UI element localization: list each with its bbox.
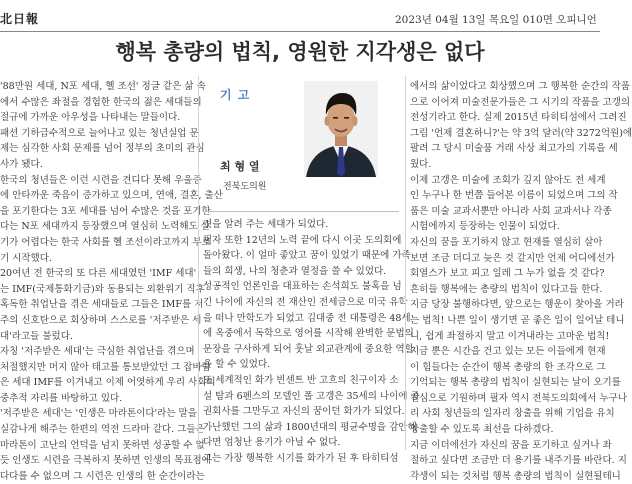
- article-line: 을 할 수 있었다.: [203, 359, 271, 371]
- article-headline: 행복 총량의 법칙, 영원한 지각생은 없다: [115, 40, 485, 64]
- article-line: 을 포기한다는 3포 세대를 넘어 수많은 것을 포기한: [0, 205, 211, 217]
- article-line: 기 시작했다.: [0, 252, 52, 264]
- article-line: 대'라고들 불렀다.: [0, 330, 73, 342]
- author-title: 전북도의원: [223, 182, 267, 192]
- article-column-right: [410, 79, 632, 482]
- article-line: 자신의 꿈을 포기하지 않고 현재를 열심히 살아: [410, 236, 603, 248]
- article-line: 주의 신호탄으로 회상하며 스스로를 '저주받은 세: [0, 314, 202, 326]
- author-box: [203, 76, 399, 212]
- article-line: 지금 이더에선가 자신의 꿈을 포기하고 싶거나 좌: [410, 439, 612, 451]
- article-line: 중추적 자리를 바탕하고 있다.: [0, 392, 123, 404]
- article-line: 이제 고갱은 미술에 조회가 깊지 않아도 전 세계: [410, 174, 606, 186]
- article-line: 그림 '언제 결혼하니?'는 약 3억 달러(약 3272억원)에: [410, 127, 632, 139]
- article-line: 에서의 삶이었다고 회상했으며 그 행복한 순간의 작품: [410, 81, 631, 92]
- article-line: 자칭 '저주받은 세대'는 극심한 취업난을 겪으며: [0, 346, 195, 358]
- article-line: 다다를 수 없으며 그 시련은 인생의 한 순간이라는: [0, 470, 205, 482]
- article-line: 시험에까지 등장하는 인물이 되었다.: [410, 221, 560, 233]
- column-divider: [198, 76, 199, 450]
- column-divider: [405, 76, 406, 450]
- article-line: 회열스가 보고 피고 일레 그 누가 없을 것 같다?: [410, 268, 605, 280]
- article-line: 지금 뿐은 시간을 건고 있는 모든 이들에게 현재: [410, 346, 606, 358]
- article-line: 제는 심각한 사회 문제를 넘어 정부의 초미의 관심: [0, 143, 205, 155]
- article-line: 실감나게 해주는 한편의 역전 드라마 같다. 그들은: [0, 424, 205, 436]
- article-line: 돌아왔다. 이 얼마 좋았고 꿈이 있었기 때문에 가족: [203, 250, 411, 262]
- article-line: 에 옥중에서 독학으로 영어를 시작해 완벽한 문법의: [203, 328, 414, 340]
- article-line: 니, 쉽게 좌절하지 말고 이겨내라는 고마운 법칙!: [410, 330, 610, 342]
- date-line: 2023년 04월 13일 목요일 010면 오피니언: [395, 14, 597, 26]
- article-line: 패션 기하급수적으로 늘어나고 있는 청년실업 문: [0, 127, 199, 139]
- article-line: 을 떠나 만학도가 되었고 김대중 전 대통령은 48세: [203, 312, 411, 324]
- article-line: 다는 N포 세대까지 등장했으며 열심히 노력해도 살: [0, 221, 210, 233]
- article-line: 혹독한 취업난을 겪은 세대들로 그들은 IMF를 저: [0, 299, 204, 311]
- header-rule: [0, 31, 600, 32]
- article-line: 창출할 수 있도록 최선을 다하겠다.: [410, 424, 554, 436]
- article-line: 문장을 구사하게 되어 훗날 외교관계에 중요한 역할: [203, 343, 414, 355]
- article-line: 는 IMF(국제통화기금)와 동용되는 외환위기 직후: [0, 283, 205, 295]
- article-line: 절규에 가까운 아우성을 나타내는 말들이다.: [0, 112, 181, 124]
- article-line: 흔히들 행복에는 총량의 법칙이 있다고들 한다.: [410, 283, 603, 295]
- author-name: 최 형 열: [220, 160, 260, 173]
- article-line: 권회사를 그만두고 자신의 꿈이던 화가가 되었다.: [203, 406, 405, 418]
- article-column-middle: [203, 217, 420, 464]
- article-line: 이 힘들다는 순간이 행복 총량의 한 조각으로 그: [410, 361, 606, 373]
- article-line: 진심으로 기원하며 필자 역시 전북도의회에서 누구나: [410, 392, 627, 404]
- article-line: 한국의 청년들은 이런 시련을 견디다 못해 우울증: [0, 174, 202, 186]
- article-line: 들의 희생, 나의 청춘과 열정을 쓸 수 있었다.: [203, 265, 387, 277]
- article-line: 에서 수많은 좌절을 경험한 한국의 젊은 세대들의: [0, 96, 202, 108]
- article-line: 에 안타까운 죽음이 증가하고 있으며, 연애, 결혼, 출산: [0, 190, 223, 202]
- article-line: 지금 당장 불행하다면, 앞으로는 행운이 찾아올 거라: [410, 299, 624, 311]
- article-line: 설 탐과 6펜스의 모델인 폴 고갱은 35세의 나이에 증: [203, 390, 420, 402]
- article-line: 리 사회 청년들의 일자리 창출을 위해 기업을 유치: [410, 408, 615, 420]
- article-line: 것을 알려 주는 세대가 되었다.: [203, 219, 329, 230]
- article-line: 은 세대 IMF를 이겨내고 이제 어엿하게 우리 사회의: [0, 377, 216, 389]
- article-line: 기가 어렵다는 한국 사회를 헬 조선이라고까지 부르: [0, 236, 211, 248]
- article-line: 성공적인 언론인을 대표하는 손석희도 불혹을 넘: [203, 281, 402, 293]
- article-line: '저주받은 세대'는 '인생은 마라톤이다'라는 말을: [0, 408, 197, 420]
- article-line: 사가 됐다.: [0, 158, 43, 170]
- newspaper-logo: 北日報: [0, 12, 40, 26]
- article-line: 또 세계적인 화가 빈센트 반 고흐의 친구이자 소: [203, 374, 399, 386]
- article-line: 팔려 그 당시 미술품 거래 사상 최고가의 기록을 세: [410, 143, 618, 155]
- article-line: 는 법칙! 나쁜 일이 생기면 곧 좋은 일이 일어날 테니: [410, 314, 625, 326]
- article-line: 절하고 싶다면 조금만 더 용기를 내주기를 바란다. 지: [410, 455, 627, 467]
- article-line: 보면 조금 더디고 늦은 것 같지만 언제 어디에선가: [410, 252, 615, 264]
- article-line: 웠다.: [410, 158, 432, 170]
- article-line: 20여년 전 한국의 또 다른 세대였던 'IMF 세대': [0, 268, 197, 280]
- article-line: 다면 엄청난 용기가 아닐 수 없다.: [203, 437, 341, 449]
- article-line: 그는 가장 행복한 시기를 화가가 된 후 타히티섬: [203, 452, 399, 464]
- article-line: 듯 인생도 시련을 극복하지 못하면 인생의 목표점에: [0, 455, 211, 467]
- article-line: 각생이 되는 것처럼 행복 총량의 법칙이 실현될테니: [410, 470, 621, 482]
- article-line: 인 누구나 한 번쯤 들어본 이름이 되었으며 그의 작: [410, 190, 618, 202]
- article-line: 필자 또한 12년의 노력 끝에 다시 이곳 도의회에: [203, 234, 402, 246]
- article-line: '88만원 세대, N포 세대, 헬 조선' 정글 같은 삶 속: [0, 81, 206, 92]
- article-line: 긴 나이에 자신의 전 재산인 전세금으로 미국 유학: [203, 296, 408, 308]
- article-line: 품은 미술 교과서뿐만 아니라 사회 교과서나 각종: [410, 205, 612, 217]
- article-column-left: [0, 79, 223, 482]
- article-line: 기억되는 행복 총량의 법칙이 실현되는 날이 오기를: [410, 377, 621, 389]
- article-line: 가난했던 그의 삶과 1800년대의 평균수명을 감안해: [203, 421, 417, 433]
- article-line: 처절했지만 머지 않아 태고를 통보받았던 그 잡바랍: [0, 361, 211, 373]
- article-line: 마라톤이 고난의 언덕을 넘지 못하면 성공할 수 없: [0, 439, 205, 451]
- author-photo: [304, 81, 378, 177]
- section-label: 기 고: [220, 88, 251, 102]
- article-line: 전성기라고 한다. 실제 2015년 타히티섬에서 그려진: [410, 112, 627, 124]
- article-line: 으로 이어져 미술전문가들은 그 시기의 작품을 고갱의: [410, 96, 631, 108]
